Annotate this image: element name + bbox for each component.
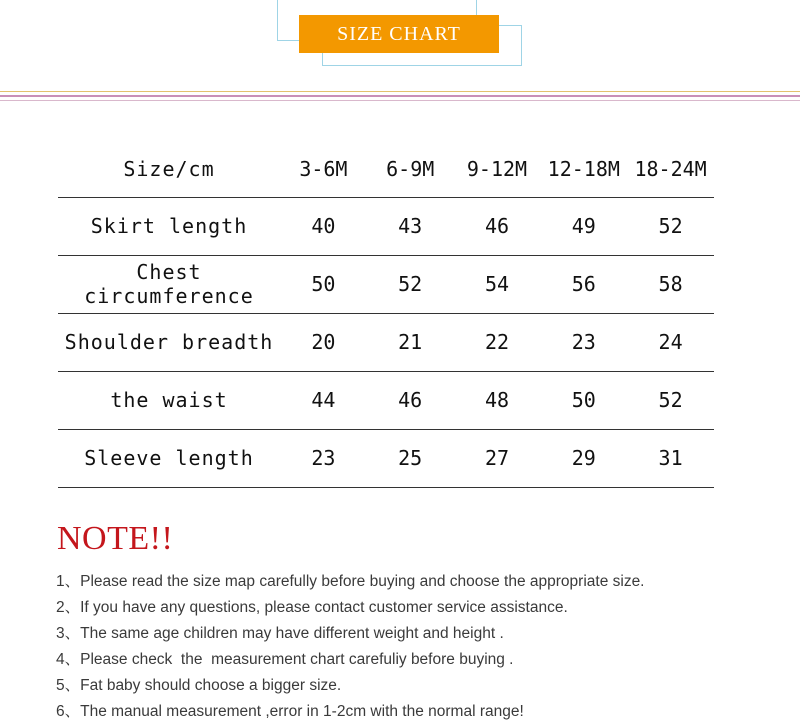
table-cell: 49 — [540, 197, 627, 255]
row-label: Chest circumference — [58, 255, 280, 313]
row-label: Sleeve length — [58, 429, 280, 487]
note-item: 4、Please check the measurement chart carefuliy before buying . — [56, 651, 514, 668]
table-cell: 48 — [454, 371, 541, 429]
size-chart-banner: SIZE CHART — [299, 15, 499, 53]
divider-stripe — [0, 91, 800, 92]
table-cell: 50 — [540, 371, 627, 429]
row-label: the waist — [58, 371, 280, 429]
table-cell: 20 — [280, 313, 367, 371]
divider-stripes — [0, 91, 800, 103]
column-header: 12-18M — [540, 141, 627, 197]
table-cell: 46 — [367, 371, 454, 429]
note-item: 5、Fat baby should choose a bigger size. — [56, 677, 342, 694]
table-row — [58, 313, 714, 371]
note-title: NOTE!! — [57, 520, 174, 557]
table-cell: 54 — [454, 255, 541, 313]
table-cell: 44 — [280, 371, 367, 429]
table-cell: 43 — [367, 197, 454, 255]
table-cell: 58 — [627, 255, 714, 313]
table-cell: 46 — [454, 197, 541, 255]
table-cell: 52 — [627, 197, 714, 255]
table-cell: 50 — [280, 255, 367, 313]
column-header: 9-12M — [454, 141, 541, 197]
table-cell: 52 — [627, 371, 714, 429]
divider-stripe — [0, 95, 800, 97]
table-cell: 21 — [367, 313, 454, 371]
table-cell: 27 — [454, 429, 541, 487]
note-item: 3、The same age children may have different weight and height . — [56, 625, 504, 642]
note-item: 2、If you have any questions, please contact customer service assistance. — [56, 599, 568, 616]
table-row — [58, 255, 714, 313]
divider-stripe — [0, 100, 800, 101]
row-label: Skirt length — [58, 197, 280, 255]
table-cell: 25 — [367, 429, 454, 487]
table-row — [58, 371, 714, 429]
table-header-row — [58, 141, 714, 197]
column-header: Size/cm — [58, 141, 280, 197]
table-row — [58, 197, 714, 255]
table-row — [58, 429, 714, 487]
row-label: Shoulder breadth — [58, 313, 280, 371]
table-cell: 40 — [280, 197, 367, 255]
table-cell: 52 — [367, 255, 454, 313]
notes-list — [56, 571, 645, 723]
table-cell: 31 — [627, 429, 714, 487]
column-header: 18-24M — [627, 141, 714, 197]
table-cell: 22 — [454, 313, 541, 371]
table-cell: 24 — [627, 313, 714, 371]
note-item: 1、Please read the size map carefully before buying and choose the appropriate size. — [56, 573, 645, 590]
column-header: 3-6M — [280, 141, 367, 197]
table-cell: 56 — [540, 255, 627, 313]
note-item: 6、The manual measurement ,error in 1-2cm with the normal range! — [56, 703, 524, 720]
table-cell: 23 — [280, 429, 367, 487]
size-table — [58, 141, 714, 488]
table-cell: 29 — [540, 429, 627, 487]
table-cell: 23 — [540, 313, 627, 371]
column-header: 6-9M — [367, 141, 454, 197]
